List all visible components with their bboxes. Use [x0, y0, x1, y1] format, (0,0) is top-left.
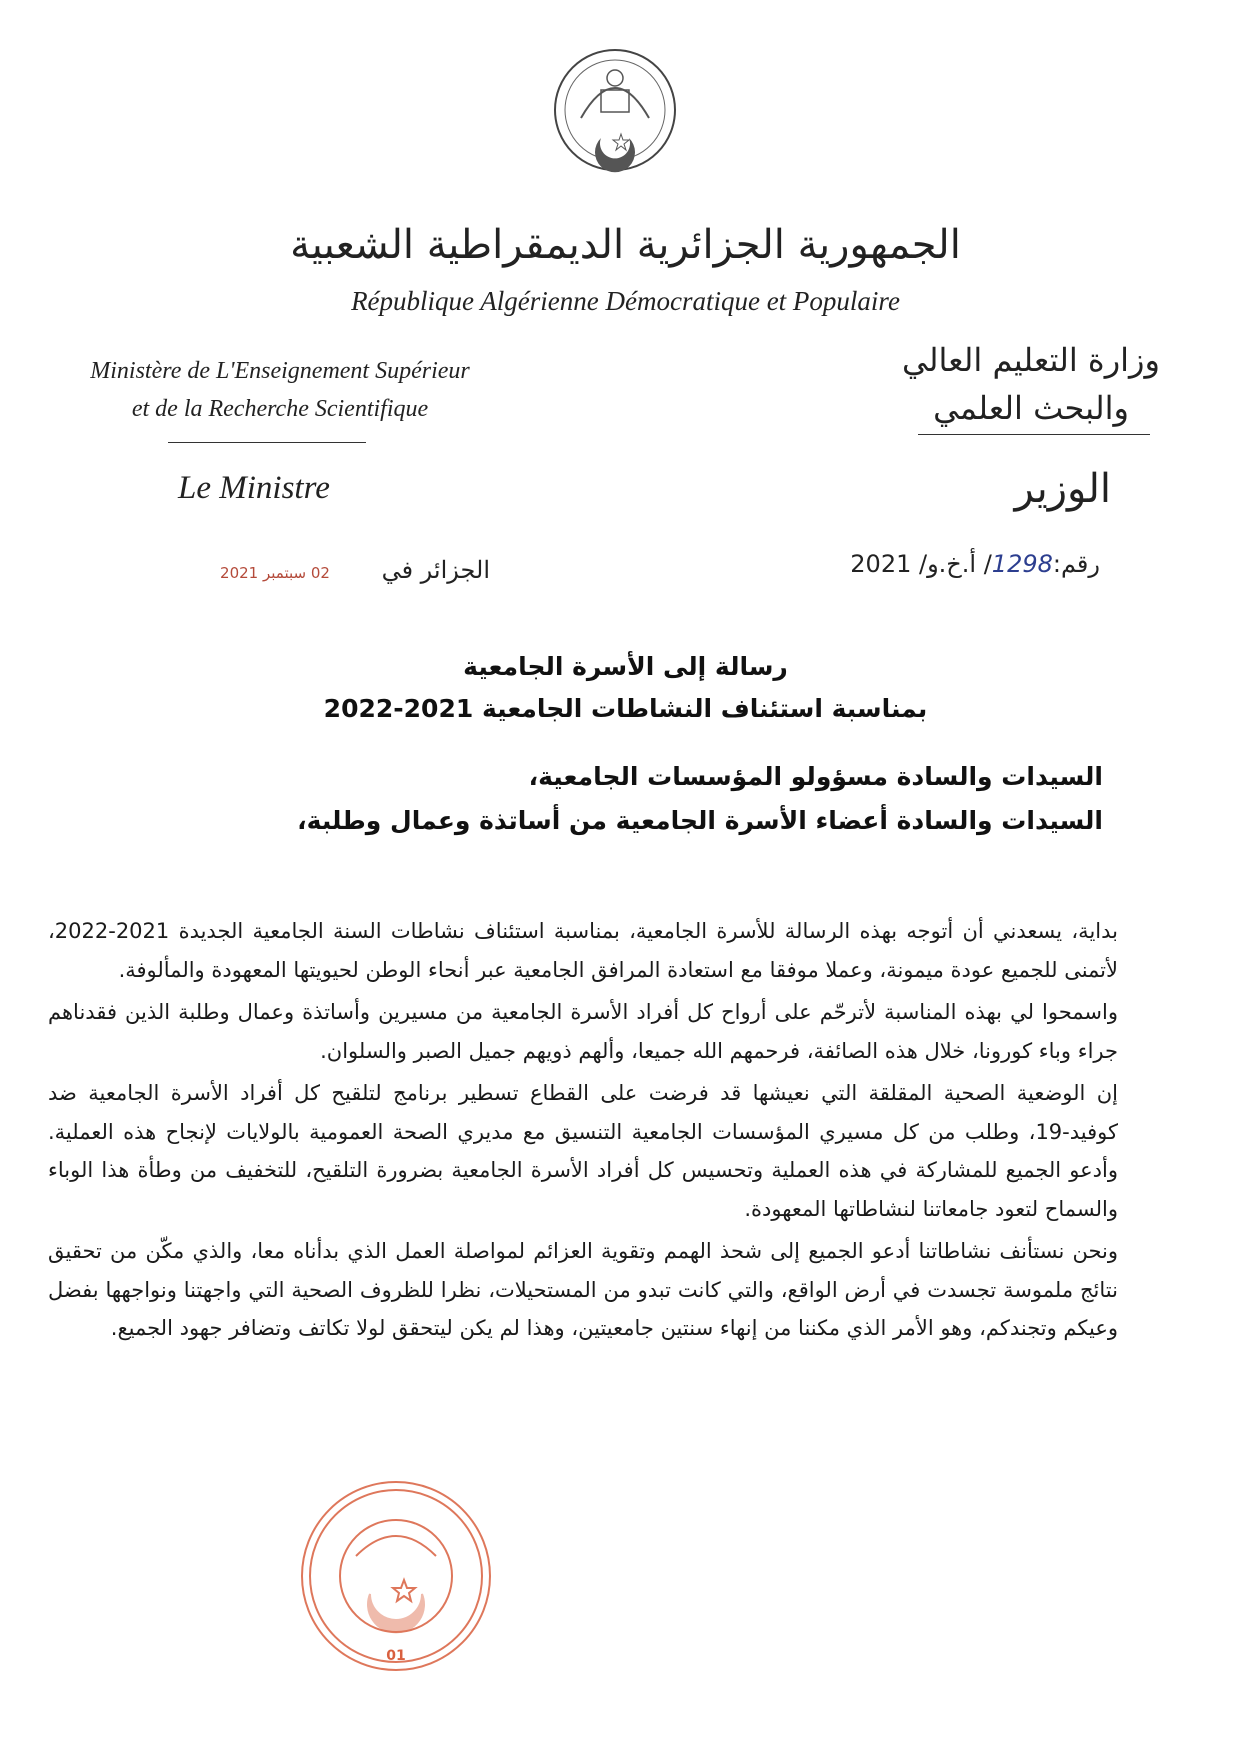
- reference-number: [800, 550, 1100, 578]
- ref-prefix: رقم:: [1052, 550, 1100, 578]
- minister-title-french: Le Ministre: [178, 470, 330, 506]
- paragraph: واسمحوا لي بهذه المناسبة لأترحّم على أرواح كل أفراد الأسرة الجامعية من مسيرين وأساتذة وعمال وطلبة الذين فقدناهم جراء وباء كورونا، خلال هذه الصائفة، فرحمهم الله جميعا، وألهم ذويهم جميل الصبر والسلوان.: [48, 1000, 1118, 1063]
- ministry-fr-line1: Ministère de L'Enseignement Supérieur: [90, 358, 470, 384]
- republic-title-arabic: الجمهورية الجزائرية الديمقراطية الشعبية: [290, 222, 961, 268]
- date-stamp: 02 سبتمبر 2021: [220, 564, 330, 582]
- algerian-emblem-icon: [551, 38, 679, 182]
- salutation-line2: السيدات والسادة أعضاء الأسرة الجامعية من أساتذة وعمال وطلبة،: [297, 806, 1103, 835]
- ministry-ar-line2: والبحث العلمي: [933, 389, 1129, 427]
- letter-body: [48, 912, 1118, 1352]
- date-line: [210, 556, 490, 596]
- divider-left: [168, 442, 366, 443]
- republic-title-french: République Algérienne Démocratique et Populaire: [351, 286, 900, 316]
- letter-subtitle: بمناسبة استئناف النشاطات الجامعية 2021-2022: [323, 694, 928, 723]
- ministry-name-french: [30, 352, 530, 428]
- ref-suffix: / أ.خ.و/ 2021: [850, 550, 992, 578]
- ministry-name-arabic: [871, 336, 1191, 432]
- ministry-fr-line2: et de la Recherche Scientifique: [131, 396, 429, 422]
- salutation-line1: السيدات والسادة مسؤولو المؤسسات الجامعية،: [528, 762, 1103, 791]
- minister-title-arabic: الوزير: [1014, 466, 1111, 512]
- seal-number: 01: [386, 1648, 406, 1664]
- date-label: الجزائر في: [381, 556, 490, 584]
- paragraph: بداية، يسعدني أن أتوجه بهذه الرسالة للأسرة الجامعية، بمناسبة استئناف نشاطات السنة الجامعية الجديدة 2021-2022، لأتمنى للجميع عودة ميمونة، وعملا موفقا مع استعادة المرافق الجامعية عبر أنحاء الوطن لحيويتها المعهودة والمألوفة.: [48, 919, 1118, 982]
- paragraph: إن الوضعية الصحية المقلقة التي نعيشها قد فرضت على القطاع تسطير برنامج لتلقيح كل أفراد الأسرة الجامعية ضد كوفيد-19، وطلب من كل مسيري المؤسسات الجامعية التنسيق مع مديري الصحة العمومية بالولايات لإنجاح هذه العملية. وأدعو الجميع للمشاركة في هذه العملية وتحسيس كل أفراد الأسرة الجامعية بضرورة التلقيح، للتخفيف من وطأة هذا الوباء والسماح لتعود جامعاتنا لنشاطاتها المعهودة.: [48, 1081, 1118, 1221]
- paragraph: ونحن نستأنف نشاطاتنا أدعو الجميع إلى شحذ الهمم وتقوية العزائم لمواصلة العمل الذي بدأناه معا، والذي مكّن من تحقيق نتائج ملموسة تجسدت في أرض الواقع، والتي كانت تبدو من المستحيلات، نظرا للظروف الصحية التي واجهتنا ونواجهها بفضل وعيكم وتجندكم، وهو الأمر الذي مكننا من إنهاء سنتين جامعيتين، وهذا لم يكن ليتحقق لولا تكاتف وتضافر جهود الجميع.: [48, 1239, 1118, 1340]
- ref-number: 1298: [991, 550, 1053, 578]
- official-seal-stamp: [296, 1476, 496, 1676]
- letter-title: رسالة إلى الأسرة الجامعية: [463, 652, 788, 681]
- divider-right: [918, 434, 1150, 435]
- ministry-ar-line1: وزارة التعليم العالي: [902, 341, 1160, 379]
